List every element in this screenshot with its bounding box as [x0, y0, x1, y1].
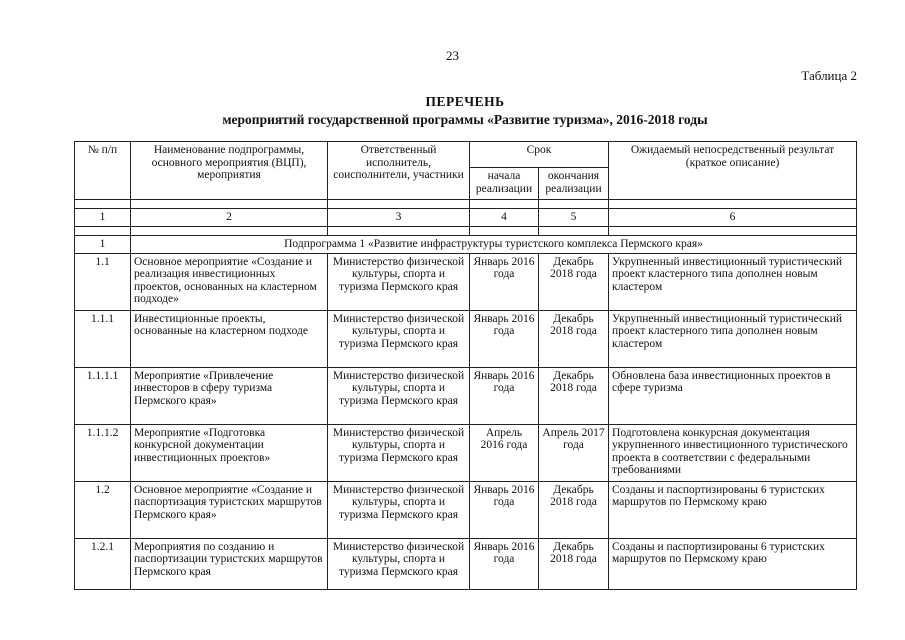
- header-start: начала реализации: [470, 168, 539, 200]
- row-name: Инвестиционные проекты, основанные на кластерном подходе: [131, 310, 328, 367]
- row-end: Декабрь 2018 года: [539, 538, 609, 589]
- column-number: 4: [470, 209, 539, 227]
- table-label: Таблица 2: [801, 68, 857, 83]
- header-term: Срок: [470, 142, 609, 168]
- row-end: Декабрь 2018 года: [539, 253, 609, 310]
- row-name: Мероприятие «Привлечение инвесторов в сферу туризма Пермского края»: [131, 367, 328, 424]
- header-executor: Ответственный исполнитель, соисполнители, участники: [328, 142, 470, 200]
- row-result: Созданы и паспортизированы 6 туристских маршрутов по Пермскому краю: [609, 481, 857, 538]
- row-result: Подготовлена конкурсная документация укрупненного инвестиционного туристического проекта в соответствии с федеральными требованиями: [609, 424, 857, 481]
- table-row: [75, 367, 857, 424]
- row-start: Январь 2016 года: [470, 538, 539, 589]
- row-name: Основное мероприятие «Создание и реализация инвестиционных проектов, основанных на кластерном подходе»: [131, 253, 328, 310]
- header-num: № п/п: [75, 142, 131, 200]
- table-row: [75, 481, 857, 538]
- row-executor: Министерство физической культуры, спорта и туризма Пермского края: [328, 253, 470, 310]
- page-number: 23: [446, 48, 459, 63]
- row-result: Созданы и паспортизированы 6 туристских маршрутов по Пермскому краю: [609, 538, 857, 589]
- row-result: Укрупненный инвестиционный туристический проект кластерного типа дополнен новым кластером: [609, 253, 857, 310]
- row-end: Декабрь 2018 года: [539, 310, 609, 367]
- row-end: Апрель 2017 года: [539, 424, 609, 481]
- numbers-gap: [75, 226, 857, 235]
- column-number: 5: [539, 209, 609, 227]
- row-executor: Министерство физической культуры, спорта и туризма Пермского края: [328, 481, 470, 538]
- subprogram-title: Подпрограмма 1 «Развитие инфраструктуры туристского комплекса Пермского края»: [131, 235, 857, 253]
- header-result: Ожидаемый непосредственный результат (краткое описание): [609, 142, 857, 200]
- row-num: 1.1: [75, 253, 131, 310]
- row-executor: Министерство физической культуры, спорта и туризма Пермского края: [328, 367, 470, 424]
- row-num: 1.1.1.1: [75, 367, 131, 424]
- document-title: ПЕРЕЧЕНЬ: [425, 94, 505, 109]
- column-number-row: [75, 209, 857, 227]
- row-executor: Министерство физической культуры, спорта и туризма Пермского края: [328, 424, 470, 481]
- document-subtitle: мероприятий государственной программы «Развитие туризма», 2016-2018 годы: [222, 112, 708, 127]
- column-number: 3: [328, 209, 470, 227]
- row-num: 1.2: [75, 481, 131, 538]
- table-row: [75, 538, 857, 589]
- row-start: Апрель 2016 года: [470, 424, 539, 481]
- row-executor: Министерство физической культуры, спорта и туризма Пермского края: [328, 310, 470, 367]
- row-start: Январь 2016 года: [470, 310, 539, 367]
- header-name: Наименование подпрограммы, основного мероприятия (ВЦП), мероприятия: [131, 142, 328, 200]
- row-start: Январь 2016 года: [470, 367, 539, 424]
- row-num: 1.1.1.2: [75, 424, 131, 481]
- row-num: 1.2.1: [75, 538, 131, 589]
- row-result: Укрупненный инвестиционный туристический проект кластерного типа дополнен новым кластером: [609, 310, 857, 367]
- row-num: 1.1.1: [75, 310, 131, 367]
- column-number: 6: [609, 209, 857, 227]
- row-executor: Министерство физической культуры, спорта и туризма Пермского края: [328, 538, 470, 589]
- table-header-row: [75, 142, 857, 168]
- row-start: Январь 2016 года: [470, 253, 539, 310]
- row-name: Основное мероприятие «Создание и паспортизация туристских маршрутов Пермского края»: [131, 481, 328, 538]
- subprogram-row: [75, 235, 857, 253]
- row-name: Мероприятие «Подготовка конкурсной документации инвестиционных проектов»: [131, 424, 328, 481]
- table-row: [75, 424, 857, 481]
- column-number: 1: [75, 209, 131, 227]
- column-number: 2: [131, 209, 328, 227]
- row-name: Мероприятия по созданию и паспортизации туристских маршрутов Пермского края: [131, 538, 328, 589]
- row-end: Декабрь 2018 года: [539, 481, 609, 538]
- activities-table: [74, 141, 857, 590]
- row-start: Январь 2016 года: [470, 481, 539, 538]
- table-row: [75, 310, 857, 367]
- header-end: окончания реализации: [539, 168, 609, 200]
- row-end: Декабрь 2018 года: [539, 367, 609, 424]
- table-row: [75, 253, 857, 310]
- header-gap: [75, 200, 857, 209]
- row-result: Обновлена база инвестиционных проектов в сфере туризма: [609, 367, 857, 424]
- subprogram-num: 1: [75, 235, 131, 253]
